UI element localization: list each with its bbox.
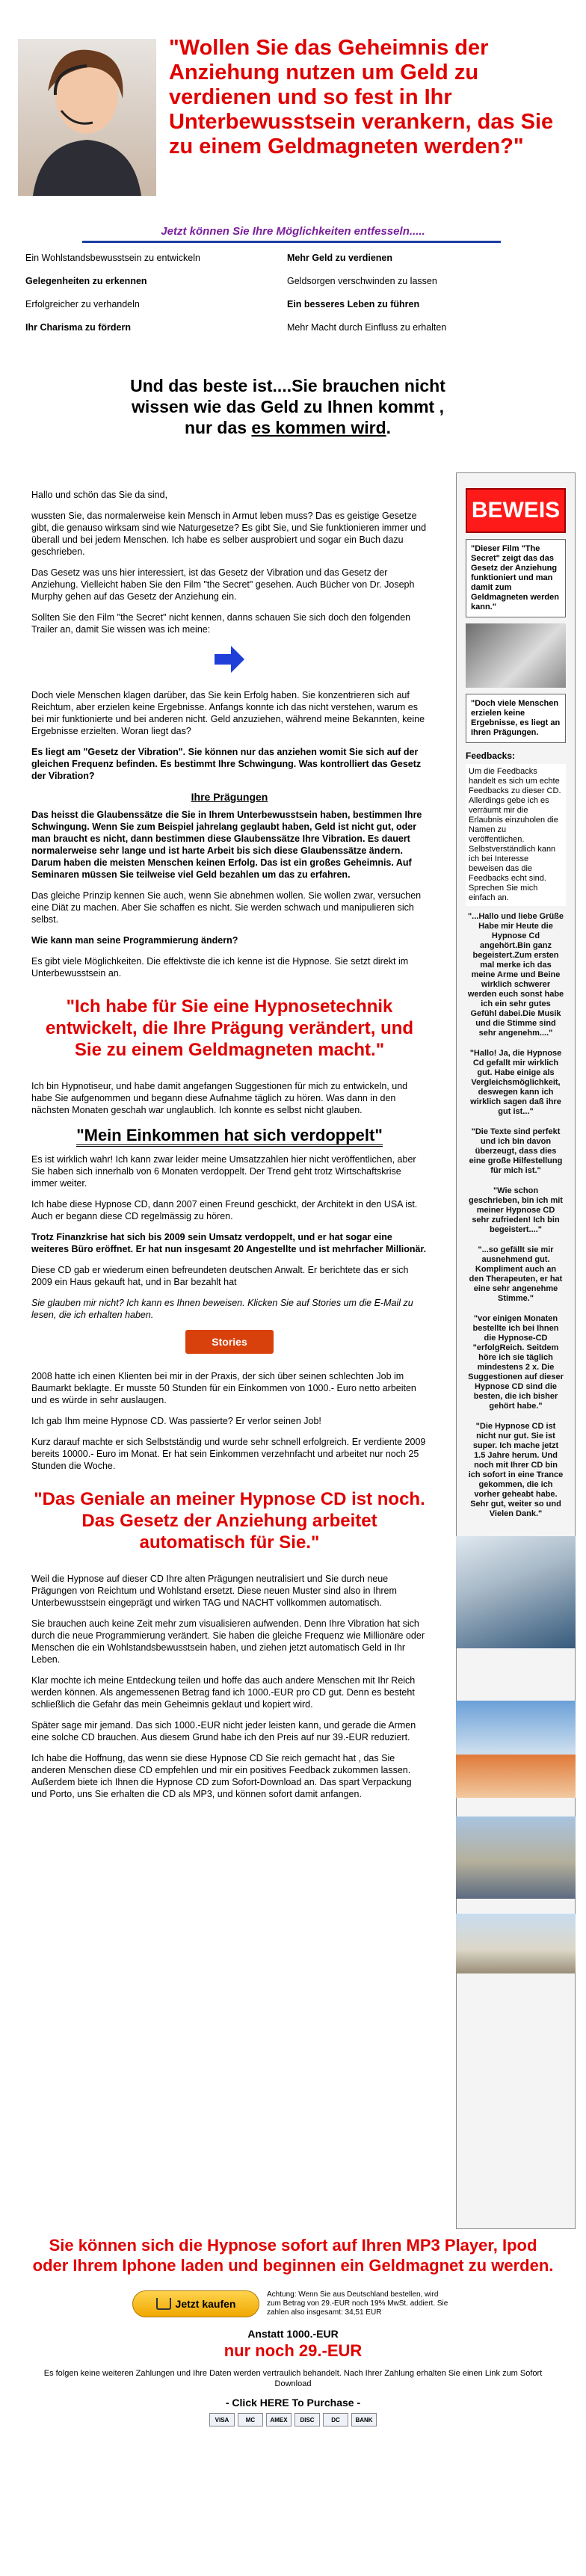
cart-icon [156, 2298, 171, 2310]
subhead-divider [82, 241, 501, 243]
paragraph: Ich bin Hypnotiseur, und habe damit angefangen Suggestionen für mich zu entwickeln, und habe Sie aufgenommen und begann diese Aufnahme täglich zu hören. Was dann in den nächsten Monaten geschah war unglaublich. Ich konnte es selbst nicht glauben. [31, 1081, 408, 1115]
sailboat-image [456, 1536, 576, 1648]
paragraph: Sollten Sie den Film "the Secret" nicht kennen, danns schauen Sie sich doch den folgenden Trailer an, damit Sie wissen was ich meine: [31, 612, 411, 635]
header [15, 36, 576, 200]
stories-button[interactable]: Stories [185, 1330, 274, 1354]
paragraph: Ich gab Ihm meine Hypnose CD. Was passierte? Er verlor seinen Job! [31, 1416, 321, 1426]
feature-row [25, 322, 549, 345]
city-skyline-image [456, 1817, 576, 1899]
testimonial: "Hallo! Ja, die Hypnose Cd gefallt mir wirklich gut. Habe einige als Vergleichsmöglichkeit, deswegen kann ich wirklich sagen daß ihre gut ist..." [469, 1049, 562, 1116]
feature-item: Ein Wohlstandsbewusstsein zu entwickeln [25, 253, 200, 263]
feature-item: Geldsorgen verschwinden zu lassen [287, 276, 437, 286]
paragraph: Es gibt viele Möglichkeiten. Die effektivste die ich kenne ist die Hypnose. Sie setzt direkt im Unterbewusstsein an. [31, 956, 409, 979]
paragraph: Ich habe die Hoffnung, das wenn sie diese Hypnose CD Sie reich gemacht hat , das Sie anderen Menschen diese CD empfehlen und mir ein positives Feedback zukommen lassen. Außerdem biete ich Ihnen die Hypnose CD zum Sofort-Download an. Das spart Verpackung und Porto, uns Sie erhalten die CD als MP3, und können sofort damit anfangen. [31, 1753, 412, 1799]
main-content [31, 489, 428, 1809]
feature-item: Ein besseres Leben zu führen [287, 299, 420, 309]
subhead: Jetzt können Sie Ihre Möglichkeiten entfesseln..... [161, 225, 425, 238]
feature-item: Ihr Charisma zu fördern [25, 322, 131, 333]
payment-note: Es folgen keine weiteren Zahlungen und Ihre Daten werden vertraulich behandelt. Nach Ihrer Zahlung erhalten Sie einen Link zum Sofort Download [43, 2369, 543, 2388]
testimonial: "Wie schon geschrieben, bin ich mit meiner Hypnose CD sehr zufrieden! Ich bin begeistert...." [469, 1186, 563, 1234]
sidebar-box: "Dieser Film "The Secret" zeigt das das Gesetz der Anziehung funktioniert und man damit zum Geldmagneten werden kann." [466, 539, 566, 617]
feedback-intro: Um die Feedbacks handelt es sich um echte Feedbacks zu dieser CD. Allerdings gebe ich es verräumt mir die Erlaubnis einzuholen die Namen zu veröffentlichen. Selbstverständlich kann ich bei Interesse beweisen das die Feedbacks echt sind. Sprechen Sie mich einfach an. [466, 764, 566, 906]
card-icon: DISC [294, 2413, 320, 2426]
testimonial: "...Hallo und liebe Grüße Habe mir Heute die Hypnose Cd angehört.Bin ganz begeistert.Zum ersten mal merke ich das meine Arme und Beine wirklich schwerer werden euch sonst habe ich ein sehr gutes Gefühl dabei.Die Musik und die Stimme sind sehr angenehm...." [467, 912, 564, 1038]
paragraph: Es liegt am "Gesetz der Vibration". Sie können nur das anziehen womit Sie sich auf der gleichen Frequenz befinden. Es bestimmt Ihre Schwingung. Was kontrolliert das Gesetz der Vibration? [31, 747, 422, 781]
testimonial: "vor einigen Monaten bestellte ich bei Ihnen die Hypnose-CD "erfolgReich. Seitdem höre ich sie täglich mindestens 2 x. Die Suggestionen auf dieser Hypnose CD sind die besten, die ich bisher gehört habe." [468, 1314, 564, 1411]
villa-image [456, 1914, 576, 1973]
testimonial: "...so gefällt sie mir ausnehmend gut. Kompliment auch an den Therapeuten, er hat eine sehr angenehme Stimme." [469, 1245, 563, 1303]
paragraph: wussten Sie, das normalerweise kein Mensch in Armut leben muss? Das es geistige Gesetze gibt, die genauso wirksam sind wie Naturgesetze? Es gibt Sie, und Sie funktionieren immer und überall und bei jedem Menschen. Ich habe es selber ausprobiert und sogar ein Buch dazu geschrieben. [31, 511, 427, 557]
paragraph: Hallo und schön das Sie da sind, [31, 490, 168, 500]
handshake-image [466, 623, 566, 688]
big-title-emphasis: es kommen wird [251, 418, 386, 437]
feature-row [25, 276, 549, 299]
sidebar-box: "Doch viele Menschen erzielen keine Ergebnisse, es liegt an Ihren Prägungen. [466, 694, 566, 743]
purchase-link[interactable]: - Click HERE To Purchase - [225, 2397, 361, 2409]
card-icon: MC [238, 2413, 263, 2426]
beweis-banner: BEWEIS [466, 488, 566, 533]
feedback-title: Feedbacks: [466, 751, 516, 761]
purchase-section [31, 2235, 555, 2426]
paragraph: Weil die Hypnose auf dieser CD Ihre alten Prägungen neutralisiert und Sie durch neue Prägungen von Reichtum und Wohlstand ersetzt. Diese neuen Muster sind also in Ihrem Unterbewusstsein eingeprägt und wirken TAG und NACHT vollkommen automatisch. [31, 1574, 397, 1608]
paragraph: Das heisst die Glaubenssätze die Sie in Ihrem Unterbewusstsein haben, bestimmen Ihre Schwingung. Wenn Sie zum Beispiel jahrelang geglaubt haben, Geld ist nicht gut, oder man braucht es nicht, dann bestimmen diese Glaubenssätze Ihre Vibration. Es dauert normalerweise sehr lange und ist harte Arbeit bis sich diese Glaubenssätze ändern. Darum haben die meisten Menschen keinen Erfolg. Das ist ein großes Geheimnis. Auf Seminaren müssen Sie teilweise viel Geld bezahlen um das zu erfahren. [31, 810, 422, 880]
feature-row [25, 253, 549, 276]
testimonial: "Die Texte sind perfekt und ich bin davon überzeugt, dass dies eine große Hilfestellung für mich ist." [469, 1127, 563, 1175]
mp3-headline: Sie können sich die Hypnose sofort auf Ihren MP3 Player, Ipod oder Ihrem Iphone laden und beginnen ein Geldmagnet zu werden. [32, 2236, 554, 2275]
paragraph: Später sage mir jemand. Das sich 1000.-EUR nicht jeder leisten kann, und gerade die Armen eine solche CD brauchen. Aus diesem Grund habe ich den Preis auf nur 39.-EUR reduziert. [31, 1720, 416, 1743]
feature-item: Mehr Macht durch Einfluss zu erhalten [287, 322, 447, 333]
testimonials [467, 912, 564, 1519]
buy-now-button[interactable] [132, 2290, 259, 2317]
feature-item: Mehr Geld zu verdienen [287, 253, 393, 263]
paragraph: Wie kann man seine Programmierung ändern? [31, 935, 238, 946]
income-quote [31, 1126, 428, 1144]
buy-now-label: Jetzt kaufen [175, 2298, 236, 2310]
payment-cards [31, 2413, 555, 2426]
paragraph: Ich habe diese Hypnose CD, dann 2007 einen Freund geschickt, der Architekt in den USA ist. Auch er begann diese CD regelmässig zu hören. [31, 1199, 418, 1221]
arrow-right-icon [213, 644, 246, 674]
new-price: nur noch 29.-EUR [223, 2341, 363, 2360]
card-icon: DC [323, 2413, 348, 2426]
feature-row [25, 299, 549, 322]
feature-grid [25, 253, 549, 345]
paragraph: Kurz darauf machte er sich Selbstständig und wurde sehr schnell erfolgreich. Er verdiente 2009 bereits 10000.- Euro im Monat. Er hat sein Einkommen verzehnfacht und arbeitet nur noch 25 Stunden die Woche. [31, 1437, 426, 1471]
card-icon: AMEX [266, 2413, 292, 2426]
section-title: Ihre Prägungen [191, 791, 268, 803]
red-quote: "Das Geniale an meiner Hypnose CD ist noch. Das Gesetz der Anziehung arbeitet automatisch für Sie." [34, 1489, 425, 1553]
big-title-line1: Und das beste ist....Sie brauchen nicht wissen wie das Geld zu Ihnen kommt , [130, 376, 445, 416]
red-quote: "Ich habe für Sie eine Hypnosetechnik entwickelt, die Ihre Prägung verändert, und Sie zu einem Geldmagneten macht." [45, 996, 414, 1060]
paragraph: Doch viele Menschen klagen darüber, das Sie kein Erfolg haben. Sie konzentrieren sich auf Reichtum, aber erzielen keine Ergebnisse. Anfangs konnte ich das nicht verstehen, warum es bei mir funktionierte und bei anderen nicht. Geld anzuziehen, während meine Bekannten, keine Ergebnisse erzielten. Woran liegt das? [31, 690, 425, 736]
paragraph: 2008 hatte ich einen Klienten bei mir in der Praxis, der sich über seinen schlechten Job im Baumarkt beklagte. Er musste 50 Stunden für ein Einkommen von 1000.- Euro netto arbeiten und es würde in sehr auslaugen. [31, 1371, 416, 1405]
income-quote-text: "Mein Einkommen hat sich verdoppelt" [76, 1126, 383, 1147]
paragraph: Das gleiche Prinzip kennen Sie auch, wenn Sie abnehmen wollen. Sie wollen zwar, versuchen eine Diät zu machen. Aber Sie schaffen es nicht. Sie werden schwach und manipulieren sich selbst. [31, 890, 422, 925]
headline: "Wollen Sie das Geheimnis der Anziehung nutzen um Geld zu verdienen und so fest in Ihr Unterbewusstsein verankern, das Sie zu einem Geldmagneten werden?" [169, 36, 554, 158]
big-title-line2-prefix: nur das [184, 418, 252, 437]
big-title-line2-suffix: . [386, 418, 392, 437]
beach-lounger-image [456, 1701, 576, 1798]
paragraph: Diese CD gab er wiederum einen befreundeten deutschen Anwalt. Er berichtete das er sich 2009 ein Haus gekauft hat, und in Bar bezahlt hat [31, 1265, 409, 1287]
card-icon: VISA [209, 2413, 235, 2426]
vat-note: Achtung: Wenn Sie aus Deutschland bestellen, wird zum Betrag von 29.-EUR noch 19% MwSt. addiert. Sie zahlen also insgesamt: 34,51 EUR [267, 2290, 448, 2317]
paragraph: Sie glauben mir nicht? Ich kann es Ihnen beweisen. Klicken Sie auf Stories um die E-Mail zu lesen, die ich erhalten haben. [31, 1298, 413, 1320]
card-icon: BANK [351, 2413, 377, 2426]
paragraph: Trotz Finanzkrise hat sich bis 2009 sein Umsatz verdoppelt, und er hat sogar eine weiteres Büro eröffnet. Er hat nun insgesamt 20 Angestellte und ist mehrfacher Millionär. [31, 1232, 427, 1254]
feature-item: Gelegenheiten zu erkennen [25, 276, 147, 286]
paragraph: Es ist wirklich wahr! Ich kann zwar leider meine Umsatzzahlen hier nicht veröffentlichen, aber Sie haben sich innerhalb von 6 Monaten verdoppelt. Der Trend geht trotz Wirtschaftskrise immer weiter. [31, 1154, 416, 1189]
old-price: Anstatt 1000.-EUR [247, 2328, 339, 2340]
big-title [112, 375, 463, 438]
buy-row [31, 2290, 555, 2317]
feature-item: Erfolgreicher zu verhandeln [25, 299, 140, 309]
paragraph: Klar mochte ich meine Entdeckung teilen und hoffe das auch andere Menschen mit Ihr Reich werden können. Als angemessenen Betrag fand ich 1000.-EUR pro CD gut. Denn es besteht schließlich die Gefahr das mein Geheimnis geklaut und kopiert wird. [31, 1675, 416, 1710]
operator-woman-photo [18, 39, 156, 196]
testimonial: "Die Hypnose CD ist nicht nur gut. Sie ist super. Ich mache jetzt 1.5 Jahre herum. Und noch mit Ihrer CD bin ich sofort in eine Trance gekommen, die ich vorher geheabt habe. Sehr gut, weiter so und Vielen Dank." [468, 1422, 564, 1518]
paragraph: Das Gesetz was uns hier interessiert, ist das Gesetz der Vibration und das Gesetz der Anziehung. Vielleicht haben Sie den Film "the Secret" gesehen. Auch Bücher von Dr. Joseph Murphy gehen auf das Gesetz der Anziehung ein. [31, 567, 415, 602]
paragraph: Sie brauchen auch keine Zeit mehr zum visualisieren aufwenden. Denn Ihre Vibration hat sich durch die neue Programmierung verändert. Sie haben die gleiche Frequenz wie Millionäre oder Menschen die ein Wohlstandsbewusstsein haben, und ziehen jetzt automatisch Geld in Ihr Leben. [31, 1618, 425, 1665]
